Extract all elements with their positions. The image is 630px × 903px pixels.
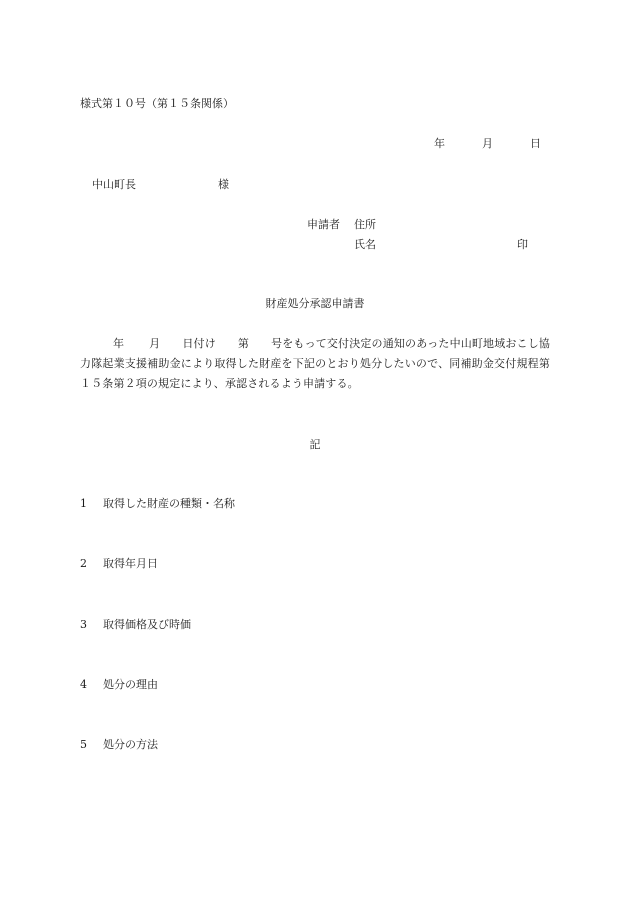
item-label: 取得年月日	[103, 557, 158, 570]
body-text: 号をもって交付決定の通知のあった中山町地域おこし協力隊起業支援補助金により取得した財産を下記のとおり処分したいので、同補助金交付規程第１５条第２項の規定により、承認されるよう申請する。	[80, 337, 551, 390]
item-number: 4	[80, 678, 87, 691]
name-label: 氏名	[354, 238, 376, 251]
item-number: 1	[80, 497, 87, 510]
form-number: 様式第１０号（第１５条関係）	[80, 97, 234, 110]
date-day-label: 日	[530, 137, 541, 150]
ki-heading: 記	[309, 438, 321, 451]
list-item	[80, 557, 158, 571]
item-number: 3	[80, 618, 87, 631]
item-number: 5	[80, 738, 87, 751]
list-item	[80, 618, 191, 632]
body-date-suffix: 日付け	[182, 337, 216, 350]
addressee-name: 中山町長	[92, 178, 136, 191]
item-label: 処分の理由	[103, 678, 158, 691]
seal-mark: 印	[517, 238, 528, 251]
item-label: 取得した財産の種類・名称	[103, 497, 235, 510]
addressee-honorific: 様	[218, 178, 229, 191]
body-year: 年	[113, 337, 125, 350]
item-number: 2	[80, 557, 87, 570]
list-item	[80, 738, 158, 752]
date-year-label: 年	[434, 137, 445, 150]
item-label: 取得価格及び時価	[103, 618, 191, 631]
item-label: 処分の方法	[103, 738, 158, 751]
list-item	[80, 497, 235, 511]
body-dai: 第	[237, 337, 250, 350]
document-title: 財産処分承認申請書	[265, 297, 365, 310]
date-month-label: 月	[482, 137, 493, 150]
body-paragraph	[80, 334, 550, 394]
address-label: 住所	[354, 218, 376, 231]
body-month: 月	[149, 337, 161, 350]
applicant-label: 申請者	[307, 218, 340, 231]
list-item	[80, 678, 158, 692]
